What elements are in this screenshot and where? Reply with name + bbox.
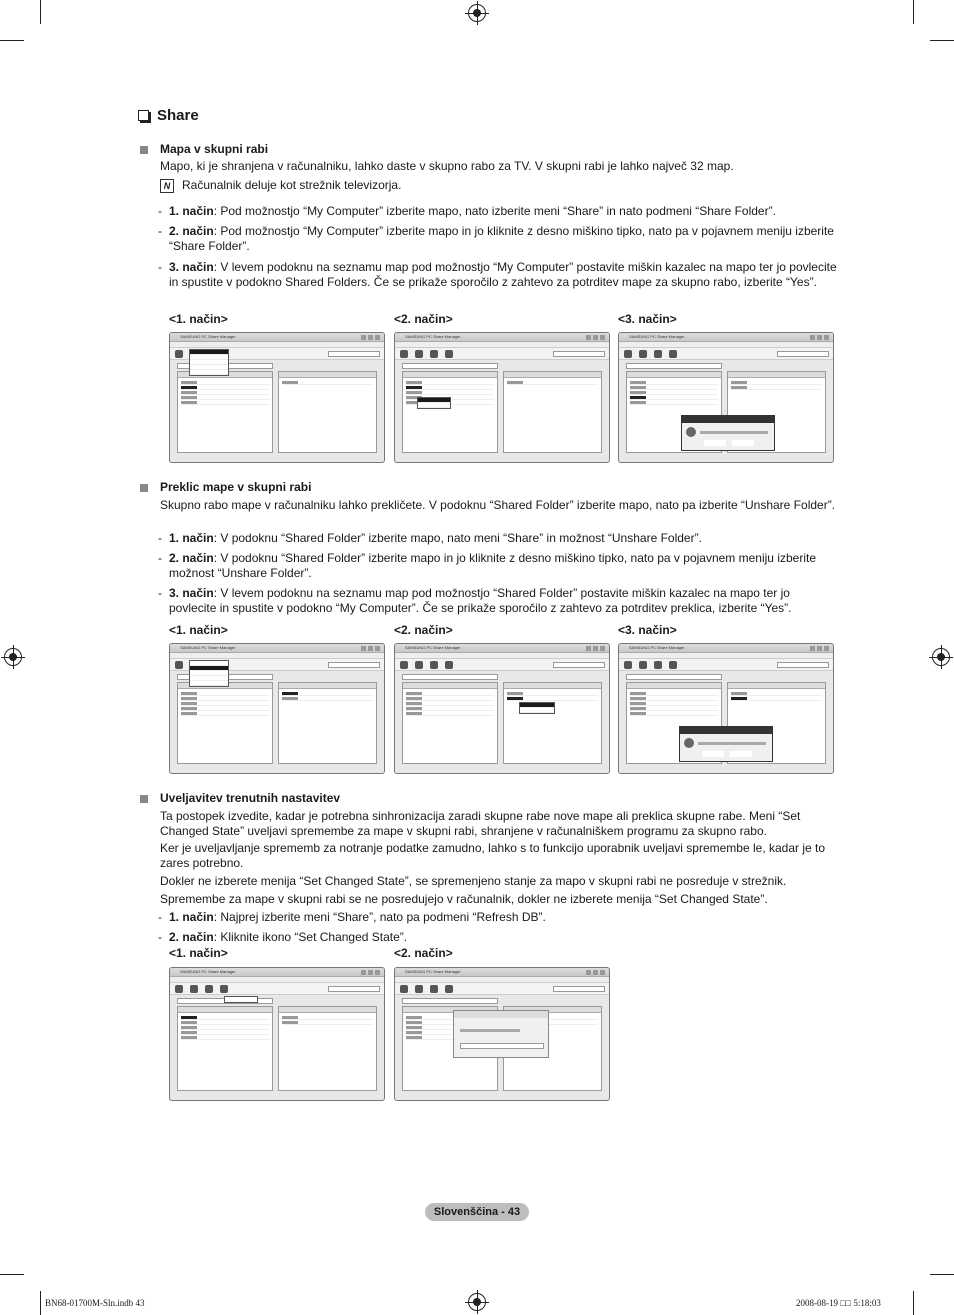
screenshot-share-2: SAMSUNG PC Share Manager bbox=[394, 332, 610, 463]
item-text: : V levem podoknu na seznamu map pod možnostjo “Shared Folder” postavite miškin kazalec na mapo ter jo povlecite in spustite v podokno “My Computer”. Če se prikaže sporočilo z zahtevo za potrditev preklica, izberite “Yes”. bbox=[169, 586, 792, 615]
sec1-item: - 1. način: Pod možnostjo “My Computer” izberite mapo, nato izberite meni “Share” in nato podmeni “Share Folder”. bbox=[158, 204, 776, 218]
sec3-p4: Spremembe za mape v skupni rabi se ne posredujejo v računalnik, dokler ne izberete menija “Set Changed State”. bbox=[160, 892, 768, 906]
screenshot-share-3: SAMSUNG PC Share Manager bbox=[618, 332, 834, 463]
sec1-item: - 2. način: Pod možnostjo “My Computer” izberite mapo in jo kliknite z desno miškino tipko, nato pa v pojavnem meniju izberite “Share Folder”. bbox=[158, 224, 834, 253]
screenshot-refresh-1: SAMSUNG PC Share Manager bbox=[169, 967, 385, 1101]
method-label: <1. način> bbox=[169, 946, 228, 960]
crop-mark bbox=[0, 40, 24, 41]
item-text: : V podoknu “Shared Folder” izberite mapo, nato meni “Share” in možnost “Unshare Folder”. bbox=[213, 531, 702, 545]
crop-mark bbox=[913, 1291, 914, 1315]
screenshot-unshare-2: SAMSUNG PC Share Manager bbox=[394, 643, 610, 774]
section-title bbox=[138, 108, 199, 123]
sec1-heading bbox=[140, 142, 268, 157]
page-footer: Slovenščina - 43 bbox=[425, 1203, 529, 1221]
sec1-note-text: Računalnik deluje kot strežnik televizorja. bbox=[182, 178, 402, 192]
item-lead: 2. način bbox=[169, 551, 214, 565]
item-lead: 1. način bbox=[169, 910, 214, 924]
item-lead: 3. način bbox=[169, 586, 214, 600]
sec2-item: - 3. način: V levem podoknu na seznamu map pod možnostjo “Shared Folder” postavite miškin kazalec na mapo ter jo povlecite in spustite v podokno “My Computer”. Če se prikaže sporočilo z zahtevo za potrditev preklica, izberite “Yes”. bbox=[158, 586, 792, 615]
registration-mark-icon bbox=[468, 4, 486, 22]
item-text: : Pod možnostjo “My Computer” izberite mapo in jo kliknite z desno miškino tipko, nato pa v pojavnem meniju izberite “Share Folder”. bbox=[169, 224, 834, 253]
item-lead: 3. način bbox=[169, 260, 214, 274]
sec3-p1: Ta postopek izvedite, kadar je potrebna sinhronizacija zaradi skupne rabe nove mape ali preklica skupne rabe. Meni “Set Changed State” uveljavi spremembe za mape v skupni rabi, shranjene v računalniškem programu za skupno rabo. bbox=[160, 809, 801, 838]
screenshot-share-1: SAMSUNG PC Share Manager bbox=[169, 332, 385, 463]
method-label: <1. način> bbox=[169, 312, 228, 326]
sec1-item: - 3. način: V levem podoknu na seznamu map pod možnostjo “My Computer” postavite miškin kazalec na mapo ter jo povlecite in spustite v podokno Shared Folders. Če se prikaže sporočilo z zahtevo za potrditev mape za skupno rabo, izberite “Yes”. bbox=[158, 260, 837, 289]
registration-mark-icon bbox=[4, 648, 22, 666]
method-label: <3. način> bbox=[618, 312, 677, 326]
sec2-item: - 1. način: V podoknu “Shared Folder” izberite mapo, nato meni “Share” in možnost “Unshare Folder”. bbox=[158, 531, 702, 545]
sec3-item: - 1. način: Najprej izberite meni “Share”, nato pa podmeni “Refresh DB”. bbox=[158, 910, 546, 924]
item-text: : V podoknu “Shared Folder” izberite mapo in jo kliknite z desno miškino tipko, nato pa v pojavnem meniju izberite možnost “Unshare Folder”. bbox=[169, 551, 816, 580]
item-text: : V levem podoknu na seznamu map pod možnostjo “My Computer” postavite miškin kazalec na mapo ter jo povlecite in spustite v podokno Shared Folders. Če se prikaže sporočilo z zahtevo za potrditev mape za skupno rabo, izberite “Yes”. bbox=[169, 260, 837, 289]
square-bullet-icon bbox=[140, 795, 148, 803]
sec2-item: - 2. način: V podoknu “Shared Folder” izberite mapo in jo kliknite z desno miškino tipko, nato pa v pojavnem meniju izberite možnost “Unshare Folder”. bbox=[158, 551, 816, 580]
section-title-text: Share bbox=[157, 107, 199, 124]
item-lead: 1. način bbox=[169, 204, 214, 218]
item-text: : Najprej izberite meni “Share”, nato pa podmeni “Refresh DB”. bbox=[213, 910, 546, 924]
crop-mark bbox=[40, 0, 41, 24]
screenshot-unshare-1: SAMSUNG PC Share Manager bbox=[169, 643, 385, 774]
item-lead: 2. način bbox=[169, 930, 214, 944]
crop-mark bbox=[930, 40, 954, 41]
note-icon: N bbox=[160, 179, 174, 193]
sec1-heading-text: Mapa v skupni rabi bbox=[160, 142, 269, 156]
checkbox-bullet-icon bbox=[138, 110, 149, 121]
crop-mark bbox=[40, 1291, 41, 1315]
screenshot-refresh-2: SAMSUNG PC Share Manager bbox=[394, 967, 610, 1101]
method-label: <1. način> bbox=[169, 623, 228, 637]
sec2-text: Skupno rabo mape v računalniku lahko prekličete. V podoknu “Shared Folder” izberite mapo, nato pa izberite “Unshare Folder”. bbox=[160, 498, 836, 512]
sec1-note bbox=[160, 178, 401, 193]
crop-mark bbox=[930, 1274, 954, 1275]
sec3-heading bbox=[140, 791, 340, 806]
imprint-right: 2008-08-19 □□ 5:18:03 bbox=[796, 1298, 881, 1308]
sec3-heading-text: Uveljavitev trenutnih nastavitev bbox=[160, 791, 341, 805]
method-label: <2. način> bbox=[394, 623, 453, 637]
sec2-heading bbox=[140, 480, 311, 495]
sec3-p2: Ker je uveljavljanje sprememb za notranje podatke zamudno, lahko s to funkcijo uporabnik uveljavi spremembe le, kadar je to zares potrebno. bbox=[160, 841, 826, 870]
square-bullet-icon bbox=[140, 484, 148, 492]
sec1-text: Mapo, ki je shranjena v računalniku, lahko daste v skupno rabo za TV. V skupni rabi je lahko največ 32 map. bbox=[160, 159, 734, 173]
method-label: <2. način> bbox=[394, 946, 453, 960]
method-label: <2. način> bbox=[394, 312, 453, 326]
registration-mark-icon bbox=[932, 648, 950, 666]
imprint-left: BN68-01700M-Sln.indb 43 bbox=[45, 1298, 145, 1308]
method-label: <3. način> bbox=[618, 623, 677, 637]
square-bullet-icon bbox=[140, 146, 148, 154]
sec2-heading-text: Preklic mape v skupni rabi bbox=[160, 480, 312, 494]
item-lead: 2. način bbox=[169, 224, 214, 238]
item-text: : Kliknite ikono “Set Changed State”. bbox=[213, 930, 408, 944]
item-text: : Pod možnostjo “My Computer” izberite mapo, nato izberite meni “Share” in nato podmeni “Share Folder”. bbox=[213, 204, 776, 218]
sec3-item: - 2. način: Kliknite ikono “Set Changed State”. bbox=[158, 930, 408, 944]
sec3-p3: Dokler ne izberete menija “Set Changed State”, se spremenjeno stanje za mapo v skupni rabi ne posreduje v strežnik. bbox=[160, 874, 787, 888]
item-lead: 1. način bbox=[169, 531, 214, 545]
screenshot-unshare-3: SAMSUNG PC Share Manager bbox=[618, 643, 834, 774]
crop-mark bbox=[0, 1274, 24, 1275]
registration-mark-icon bbox=[468, 1293, 486, 1311]
crop-mark bbox=[913, 0, 914, 24]
